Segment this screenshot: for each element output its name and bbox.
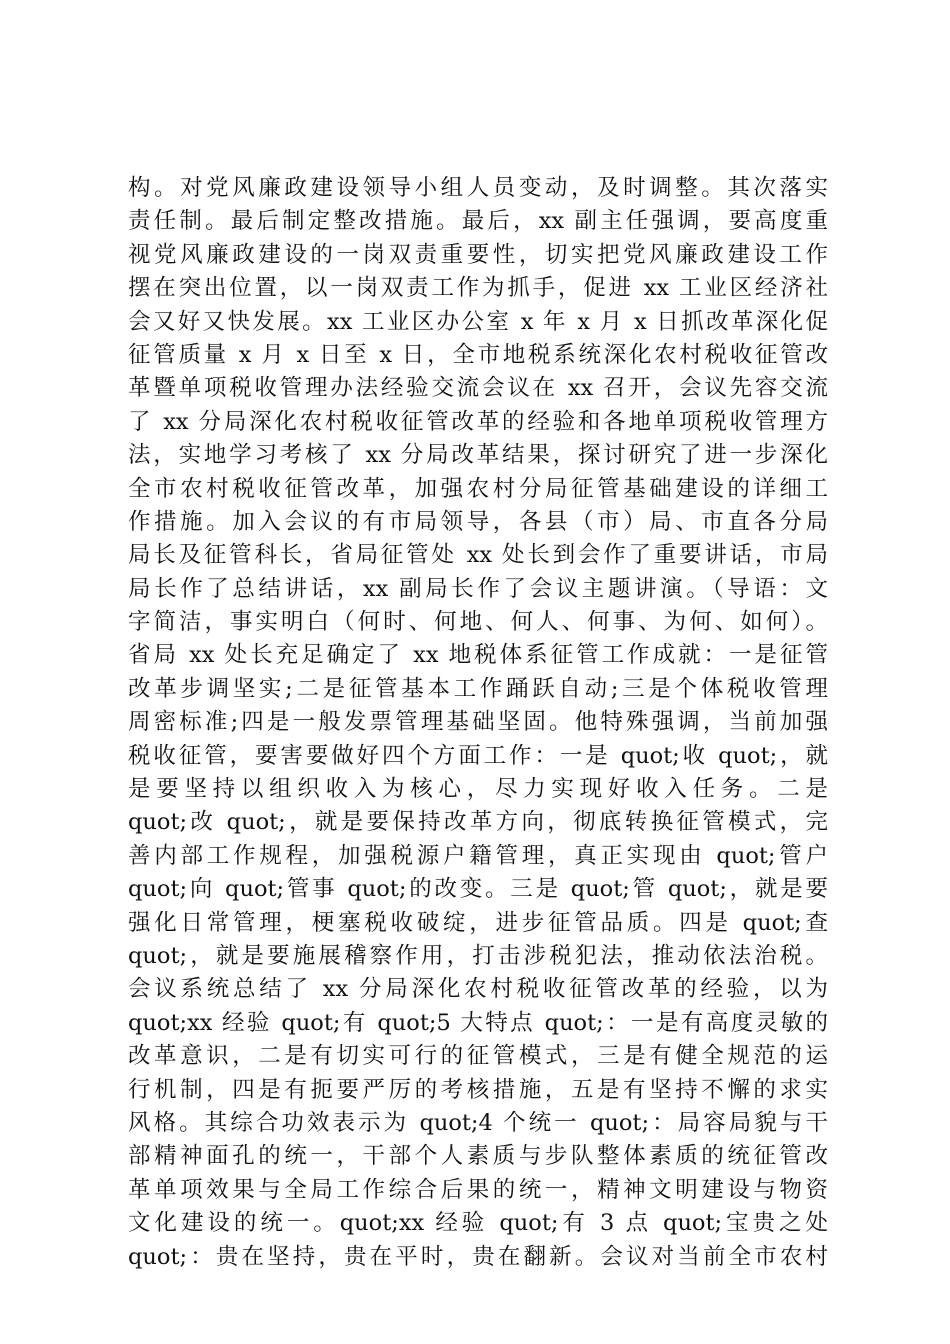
text-line-24: quot;，就是要施展稽察作用，打击涉税犯法，推动依法治税。 xyxy=(128,942,828,969)
text-line-23: 强化日常管理，梗塞税收破绽，进步征管品质。四是 quot;查 xyxy=(128,909,828,936)
text-line-17: 周密标准;四是一般发票管理基础坚固。他特殊强调，当前加强 xyxy=(128,709,828,736)
text-line-14: 字简洁，事实明白（何时、何地、何人、何事、为何、如何）。 xyxy=(128,609,828,636)
body-text xyxy=(128,172,828,1274)
text-line-28: 行机制，四是有扼要严厉的考核措施，五是有坚持不懈的求实 xyxy=(128,1076,828,1103)
text-line-4: 摆在突出位置，以一岗双责工作为抓手，促进 xx 工业区经济社 xyxy=(128,275,828,302)
text-line-8: 了 xx 分局深化农村税收征管改革的经验和各地单项税收管理方 xyxy=(128,408,828,435)
text-line-21: 善内部工作规程，加强税源户籍管理，真正实现由 quot;管户 xyxy=(128,842,828,869)
text-line-29: 风格。其综合功效表示为 quot;4 个统一 quot;：局容局貌与干 xyxy=(128,1109,828,1136)
text-line-6: 征管质量 x 月 x 日至 x 日，全市地税系统深化农村税收征管改 xyxy=(128,341,828,368)
text-line-22: quot;向 quot;管事 quot;的改变。三是 quot;管 quot;，就是要 xyxy=(128,876,828,903)
text-line-15: 省局 xx 处长充足确定了 xx 地税体系征管工作成就：一是征管 xyxy=(128,642,828,669)
text-line-27: 改革意识，二是有切实可行的征管模式，三是有健全规范的运 xyxy=(128,1043,828,1070)
text-line-32: 文化建设的统一。quot;xx 经验 quot;有 3 点 quot;宝贵之处 xyxy=(128,1210,828,1237)
text-line-33: quot;：贵在坚持，贵在平时，贵在翻新。会议对当前全市农村 xyxy=(128,1243,828,1270)
text-line-11: 作措施。加入会议的有市局领导，各县（市）局、市直各分局 xyxy=(128,508,828,535)
text-line-13: 局长作了总结讲话，xx 副局长作了会议主题讲演。（导语：文 xyxy=(128,575,828,602)
text-line-18: 税收征管，要害要做好四个方面工作：一是 quot;收 quot;，就 xyxy=(128,742,828,769)
text-line-20: quot;改 quot;，就是要保持改革方向，彻底转换征管模式，完 xyxy=(128,809,828,836)
text-line-9: 法，实地学习考核了 xx 分局改革结果，探讨研究了进一步深化 xyxy=(128,442,828,469)
text-line-7: 革暨单项税收管理办法经验交流会议在 xx 召开，会议先容交流 xyxy=(128,375,828,402)
text-line-10: 全市农村税收征管改革，加强农村分局征管基础建设的详细工 xyxy=(128,475,828,502)
text-line-19: 是要坚持以组织收入为核心，尽力实现好收入任务。二是 xyxy=(128,776,828,803)
text-line-26: quot;xx 经验 quot;有 quot;5 大特点 quot;：一是有高度灵敏的 xyxy=(128,1009,828,1036)
text-line-16: 改革步调坚实;二是征管基本工作踊跃自动;三是个体税收管理 xyxy=(128,675,828,702)
text-line-2: 责任制。最后制定整改措施。最后，xx 副主任强调，要高度重 xyxy=(128,208,828,235)
text-line-25: 会议系统总结了 xx 分局深化农村税收征管改革的经验，以为 xyxy=(128,976,828,1003)
text-line-5: 会又好又快发展。xx 工业区办公室 x 年 x 月 x 日抓改革深化促 xyxy=(128,308,828,335)
text-line-3: 视党风廉政建设的一岗双责重要性，切实把党风廉政建设工作 xyxy=(128,241,828,268)
text-line-1: 构。对党风廉政建设领导小组人员变动，及时调整。其次落实 xyxy=(128,175,828,201)
text-line-12: 局长及征管科长，省局征管处 xx 处长到会作了重要讲话，市局 xyxy=(128,542,828,569)
text-line-30: 部精神面孔的统一，干部个人素质与步队整体素质的统征管改 xyxy=(128,1143,828,1170)
text-line-31: 革单项效果与全局工作综合后果的统一，精神文明建设与物资 xyxy=(128,1176,828,1203)
